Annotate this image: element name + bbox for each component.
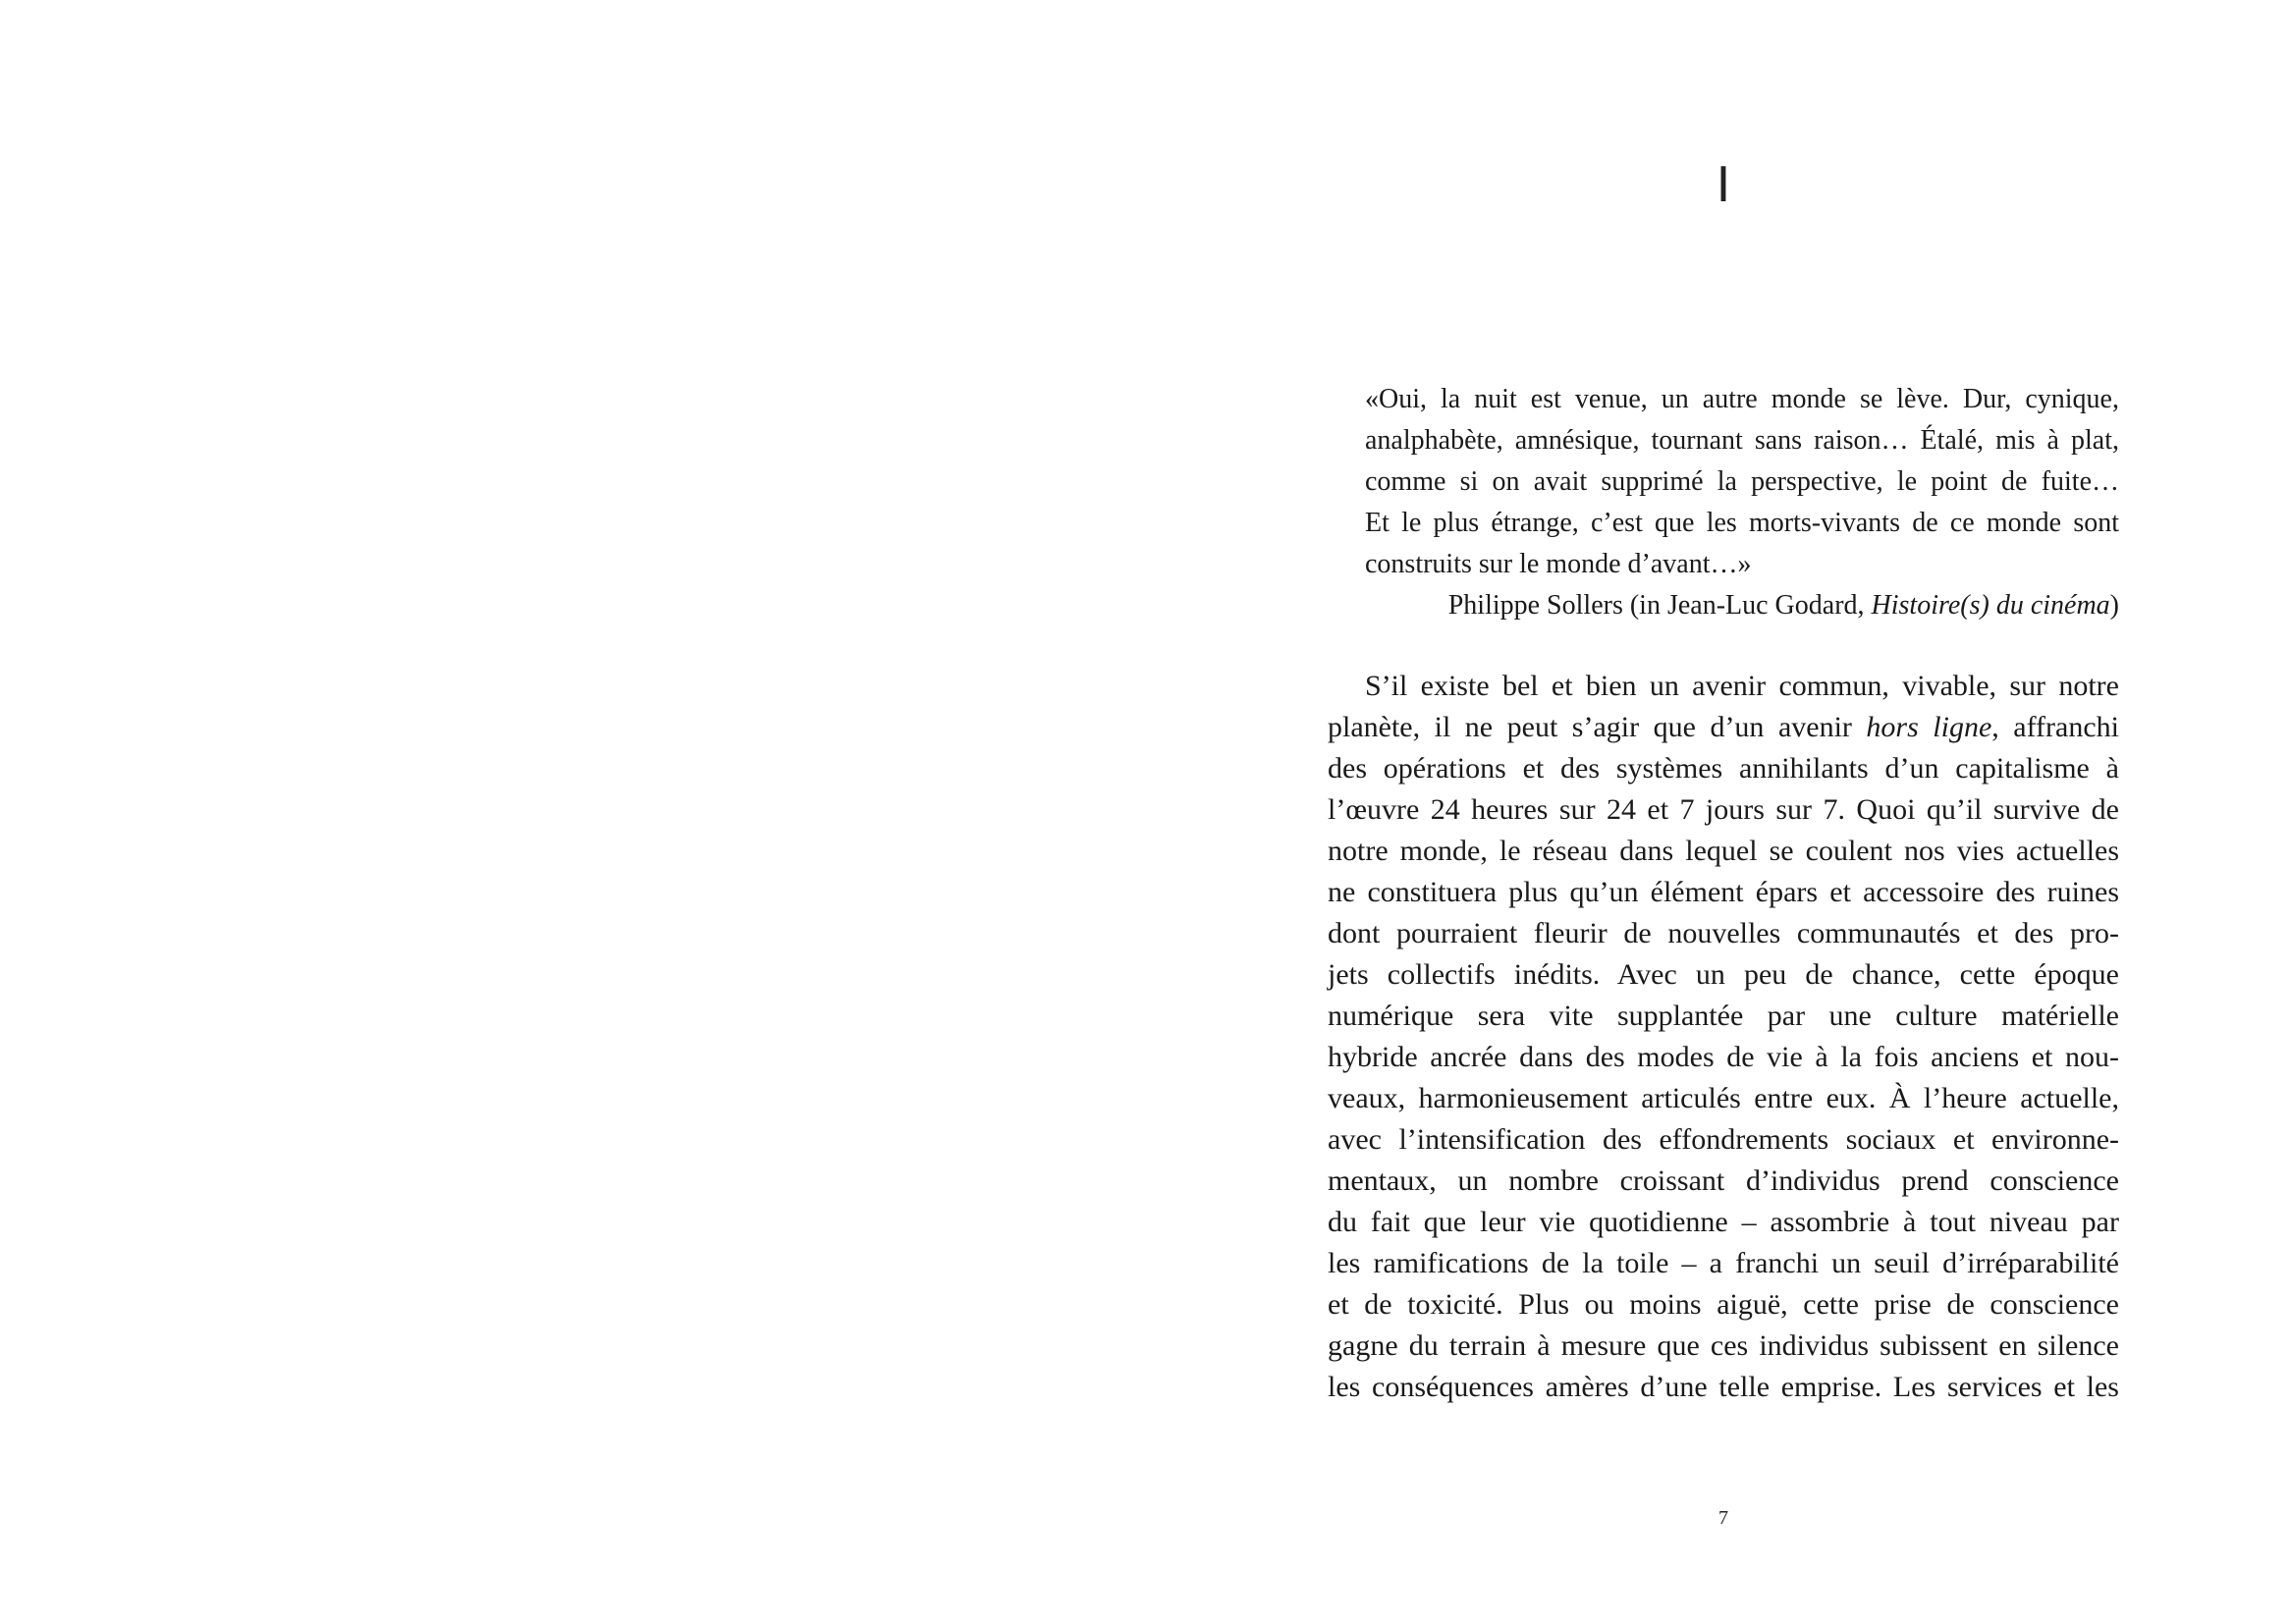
body-line-segment: , affranchi <box>1991 711 2120 743</box>
epigraph-attribution <box>1365 585 2119 626</box>
body-line: les ramifications de la toile – a franchi un seuil d’irréparabilité <box>1328 1247 2119 1279</box>
epigraph-line: comme si on avait supprimé la perspective, le point de fuite… <box>1365 466 2119 497</box>
body-line: veaux, harmonieusement articulés entre eux. À l’heure actuelle, <box>1328 1082 2119 1114</box>
attribution-work-title: Histoire(s) du cinéma <box>1871 590 2110 621</box>
body-line: notre monde, le réseau dans lequel se coulent nos vies actuelles <box>1328 835 2119 867</box>
attribution-close: ) <box>2109 590 2119 621</box>
body-line: avec l’intensification des effondrements sociaux et environne- <box>1328 1123 2119 1156</box>
attribution-author: Philippe Sollers (in Jean-Luc Godard, <box>1447 590 1872 621</box>
body-paragraph <box>1328 666 2119 1408</box>
body-line-italic: hors ligne <box>1866 711 1992 743</box>
body-line: les conséquences amères d’une telle emprise. Les services et les <box>1328 1371 2119 1403</box>
body-line: ne constituera plus qu’un élément épars et accessoire des ruines <box>1328 876 2119 908</box>
body-line: S’il existe bel et bien un avenir commun, vivable, sur notre <box>1365 670 2119 702</box>
body-line: dont pourraient fleurir de nouvelles communautés et des pro- <box>1328 917 2119 949</box>
epigraph-line: «Oui, la nuit est venue, un autre monde se lève. Dur, cynique, <box>1365 384 2119 414</box>
epigraph-line: Et le plus étrange, c’est que les morts-vivants de ce monde sont <box>1365 508 2119 538</box>
body-line-segment: planète, il ne peut s’agir que d’un avenir <box>1328 711 1867 743</box>
epigraph-quote <box>1365 379 2119 585</box>
page-number: 7 <box>1718 1507 1728 1529</box>
epigraph-line: analphabète, amnésique, tournant sans raison… Étalé, mis à plat, <box>1365 425 2119 456</box>
body-line: l’œuvre 24 heures sur 24 et 7 jours sur 7. Quoi qu’il survive de <box>1328 793 2119 826</box>
body-line: jets collectifs inédits. Avec un peu de chance, cette époque <box>1328 958 2119 991</box>
left-page-blank <box>0 0 1144 1624</box>
epigraph-line: construits sur le monde d’avant…» <box>1365 549 1752 579</box>
body-line: gagne du terrain à mesure que ces individus subissent en silence <box>1328 1329 2119 1362</box>
body-line: numérique sera vite supplantée par une culture matérielle <box>1328 1000 2119 1032</box>
body-line <box>1328 707 2119 748</box>
body-line: des opérations et des systèmes annihilants d’un capitalisme à <box>1328 752 2119 785</box>
body-line: et de toxicité. Plus ou moins aiguë, cette prise de conscience <box>1328 1288 2119 1321</box>
body-line: hybride ancrée dans des modes de vie à la fois anciens et nou- <box>1328 1041 2119 1073</box>
chapter-number: I <box>1716 156 1731 213</box>
body-line: du fait que leur vie quotidienne – assombrie à tout niveau par <box>1328 1206 2119 1238</box>
body-line: mentaux, un nombre croissant d’individus prend conscience <box>1328 1164 2119 1197</box>
